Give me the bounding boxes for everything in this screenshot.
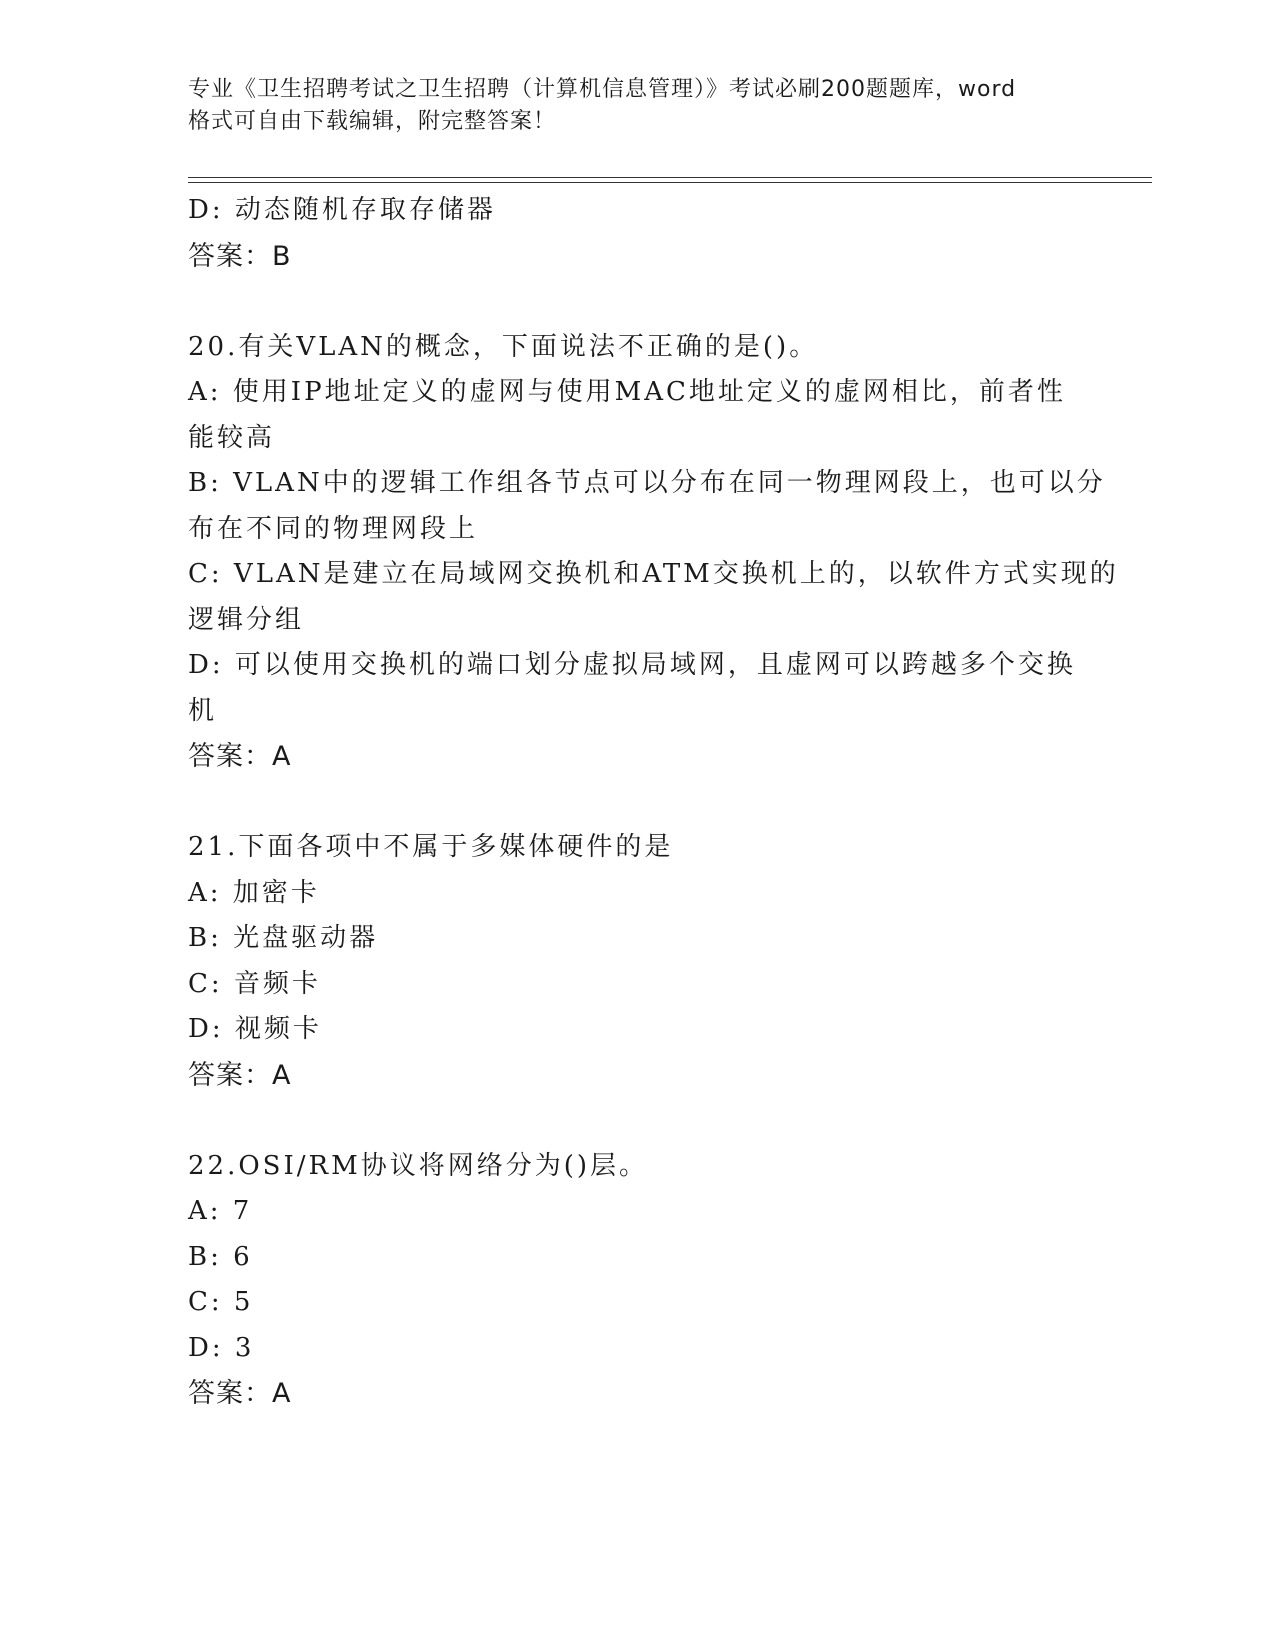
header-divider-top: [188, 177, 1152, 178]
q21-stem: 21.下面各项中不属于多媒体硬件的是: [188, 832, 674, 862]
document-header: [188, 74, 1088, 138]
question-19-tail: [188, 188, 1088, 279]
q20-option-c-cont: 逻辑分组: [188, 604, 305, 635]
q22-option-c: C: 5: [188, 1287, 254, 1317]
header-title-line-2: 格式可自由下载编辑，附完整答案！: [188, 109, 557, 134]
q21-option-b: B: 光盘驱动器: [188, 923, 379, 953]
q21-option-c: C: 音频卡: [188, 968, 321, 999]
q21-answer: 答案：A: [188, 1059, 292, 1091]
question-21: [188, 825, 1088, 1098]
q20-answer: 答案：A: [188, 741, 292, 772]
q20-option-d: D: 可以使用交换机的端口划分虚拟局域网，且虚网可以跨越多个交换: [188, 650, 1076, 680]
question-list: [188, 188, 1119, 1417]
q20-option-d-cont: 机: [188, 695, 218, 726]
q20-option-c: C: VLAN是建立在局域网交换机和ATM交换机上的，以软件方式实现的: [188, 559, 1119, 589]
q20-option-a-cont: 能较高: [188, 422, 276, 453]
q22-answer: 答案：A: [188, 1378, 292, 1409]
spacer: [188, 279, 1088, 325]
q22-option-d: D: 3: [188, 1332, 255, 1363]
q20-option-a: A: 使用IP地址定义的虚网与使用MAC地址定义的虚网相比，前者性: [188, 377, 1066, 407]
header-title-line-1: 专业《卫生招聘考试之卫生招聘（计算机信息管理）》考试必刷200题题库，word: [188, 77, 1017, 102]
q21-option-d: D: 视频卡: [188, 1014, 322, 1044]
spacer: [188, 780, 1088, 826]
question-20: [188, 325, 1119, 780]
q22-option-b: B: 6: [188, 1241, 253, 1272]
q21-option-a: A: 加密卡: [188, 877, 320, 908]
spacer: [188, 1098, 1088, 1144]
q20-option-b: B: VLAN中的逻辑工作组各节点可以分布在同一物理网段上，也可以分: [188, 468, 1106, 498]
header-divider-bottom: [188, 182, 1152, 183]
question-22: [188, 1144, 1088, 1417]
q22-option-a: A: 7: [188, 1196, 253, 1226]
q19-answer: 答案：B: [188, 240, 292, 272]
q20-stem: 20.有关VLAN的概念，下面说法不正确的是()。: [188, 331, 819, 362]
q22-stem: 22.OSI/RM协议将网络分为()层。: [188, 1150, 648, 1181]
q20-option-b-cont: 布在不同的物理网段上: [188, 513, 479, 544]
q19-option-d: D: 动态随机存取存储器: [188, 195, 496, 225]
